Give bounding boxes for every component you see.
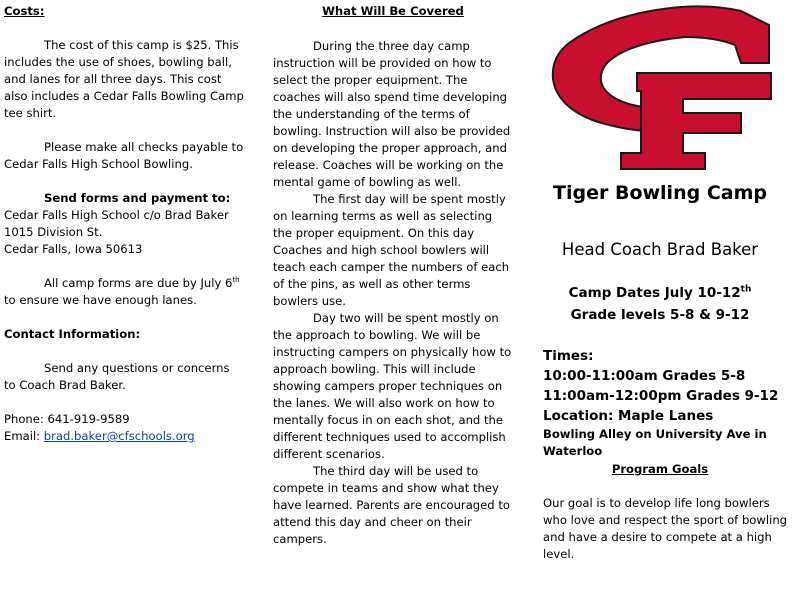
- program-goals: [543, 461, 793, 563]
- grade-levels: Grade levels 5-8 & 9-12: [570, 307, 750, 323]
- coverage-para-4: The third day will be used to compete in teams and show what they have learned. Parents are encouraged to attend this day and cheer on their campers.: [273, 464, 510, 546]
- location-detail: Bowling Alley on University Ave in Waterloo: [543, 427, 767, 458]
- cf-logo: [545, 3, 777, 173]
- location: Location: Maple Lanes: [543, 408, 714, 424]
- address-line-2: 1015 Division St.: [4, 225, 103, 239]
- camp-dates: [543, 282, 777, 304]
- checks-text: Please make all checks payable to Cedar Falls High School Bowling.: [4, 140, 244, 171]
- contact-heading: Contact Information:: [4, 327, 141, 341]
- coverage-column: [273, 0, 513, 548]
- time-slot-1: 10:00-11:00am Grades 5-8: [543, 368, 746, 384]
- coverage-para-2: The first day will be spent mostly on learning terms as well as selecting the proper equipment. On this day Coaches and high school bowlers will teach each camper the numbers of each of the pins, as well as other terms bowlers use.: [273, 192, 510, 308]
- goals-heading: Program Goals: [611, 462, 709, 476]
- costs-text: The cost of this camp is $25. This includes the use of shoes, bowling ball, and lanes for all three days. This cost also includes a Cedar Falls Bowling Camp tee shirt.: [4, 38, 244, 120]
- costs-column: [4, 0, 244, 445]
- coverage-para-3: Day two will be spent mostly on the approach to bowling. We will be instructing campers on physically how to approach bowling. This will include showing campers proper techniques on the lanes. We will also work on how to mentally focus in on each shot, and the different techniques used to accomplish different scenarios.: [273, 311, 512, 461]
- time-slot-2: 11:00am-12:00pm Grades 9-12: [543, 388, 779, 404]
- send-forms-heading: Send forms and payment to:: [44, 191, 231, 205]
- goals-text: Our goal is to develop life long bowlers who love and respect the sport of bowling and have a desire to compete at a high level.: [543, 496, 788, 561]
- costs-heading: Costs:: [4, 4, 45, 18]
- camp-dates-text: Camp Dates July 10-12: [568, 285, 741, 301]
- contact-text: Send any questions or concerns to Coach Brad Baker.: [4, 361, 230, 392]
- due-text-before: All camp forms are due by July 6: [44, 276, 233, 290]
- email-label: Email:: [4, 429, 44, 443]
- due-text-sup: th: [232, 276, 240, 285]
- coverage-heading: What Will Be Covered: [322, 4, 464, 18]
- times-heading: Times:: [543, 348, 594, 364]
- coverage-para-1: During the three day camp instruction will be provided on how to select the proper equipment. The coaches will also spend time developing the understanding of the terms of bowling. Instruction will also be provided on developing the proper approach, and release. Coaches will be working on the mental game of bowling as well.: [273, 39, 511, 189]
- camp-dates-sup: th: [740, 284, 752, 295]
- times-block: [543, 346, 793, 460]
- camp-dates-block: [543, 282, 777, 326]
- address-line-1: Cedar Falls High School c/o Brad Baker: [4, 208, 229, 222]
- due-date-text: [4, 275, 244, 309]
- head-coach: Head Coach Brad Baker: [561, 240, 759, 259]
- due-text-after: to ensure we have enough lanes.: [4, 293, 197, 307]
- phone-number: Phone: 641-919-9589: [4, 412, 130, 426]
- email-line: [4, 428, 244, 445]
- address-line-3: Cedar Falls, Iowa 50613: [4, 242, 143, 256]
- camp-title: Tiger Bowling Camp: [553, 182, 767, 204]
- email-link[interactable]: brad.baker@cfschools.org: [43, 429, 195, 443]
